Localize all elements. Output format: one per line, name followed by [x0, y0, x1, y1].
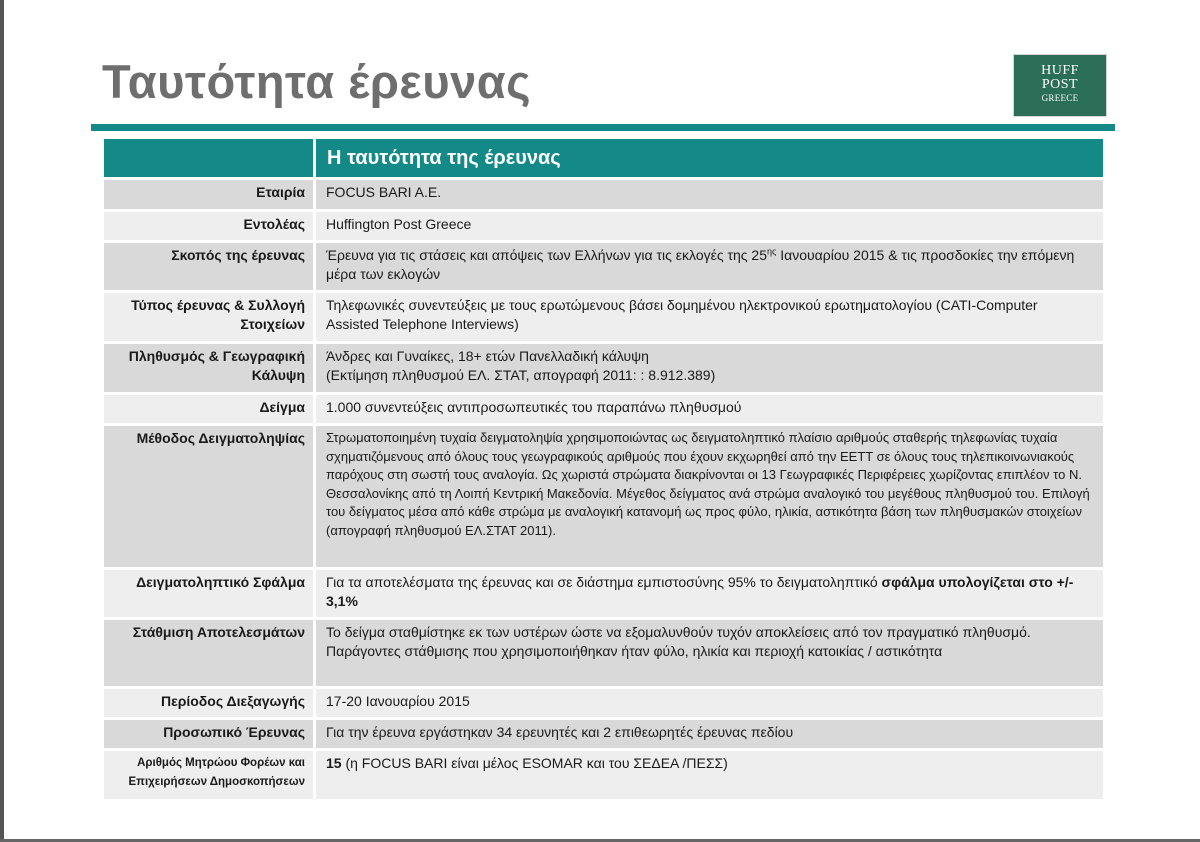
row-value: 17-20 Ιανουαρίου 2015 — [316, 689, 1103, 717]
row-value: Στρωματοποιημένη τυχαία δειγματοληψία χρησιμοποιώντας ως δειγματοληπτικό πλαίσιο αριθμούς σταθερής τηλεφωνίας τυχαία σχηματιζόμενους από όλους τους γεωγραφικούς αριθμούς που έχουν εκχωρηθεί από την ΕΕΤΤ σε όλους τους τηλεπικοινωνιακούς παρόχους στη σωστή τους αναλογία. Ως χωριστά στρώματα διακρίνονται οι 13 Γεωγραφικές Περιφέρειες χωρίζοντας επιπλέον το Ν. Θεσσαλονίκης από τη Λοιπή Κεντρική Μακεδονία. Μέγεθος δείγματος ανά στρώμα αναλογικό του μεγέθους πληθυσμού του. Επιλογή του δείγματος μέσα από κάθε στρώμα με αναλογική κατανομή ως προς φύλο, ηλικία, αστικότητα βάση των πληθυσμακών στοιχείων (απογραφή πληθυσμού ΕΛ.ΣΤΑΤ 2011). — [316, 426, 1103, 567]
table-row-survey-type — [104, 293, 1103, 341]
row-value — [316, 243, 1103, 290]
purpose-text-start: Έρευνα για τις στάσεις και απόψεις των Ελλήνων για τις εκλογές της 25 — [326, 247, 768, 263]
table-row-staff — [104, 720, 1103, 748]
table-row-sample — [104, 395, 1103, 423]
error-text: Για τα αποτελέσματα της έρευνας και σε διάστημα εμπιστοσύνης 95% το δειγματοληπτικό — [326, 574, 882, 590]
table-row-weighting — [104, 620, 1103, 686]
error-value: σφάλμα υπολογίζεται στο +/- 3,1% — [326, 574, 1074, 609]
row-label: Πληθυσμός & Γεωγραφική Κάλυψη — [104, 344, 316, 392]
row-value: Για την έρευνα εργάστηκαν 34 ερευνητές και 2 επιθεωρητές έρευνας πεδίου — [316, 720, 1103, 748]
page-title: Ταυτότητα έρευνας — [102, 55, 532, 108]
purpose-superscript: ης — [767, 246, 777, 257]
table-heading: Η ταυτότητα της έρευνας — [316, 139, 1103, 177]
left-border — [0, 0, 4, 842]
table-row-period — [104, 689, 1103, 717]
table-row-sampling-error — [104, 570, 1103, 617]
header-blank-cell — [104, 139, 316, 177]
table-header-row — [104, 139, 1103, 177]
row-value: 1.000 συνεντεύξεις αντιπροσωπευτικές του παραπάνω πληθυσμού — [316, 395, 1103, 423]
row-value: FOCUS BARI A.E. — [316, 180, 1103, 209]
table-row-sampling-method — [104, 426, 1103, 567]
registry-number: 15 — [326, 755, 342, 771]
row-label: Εταιρία — [104, 180, 316, 209]
row-label: Μέθοδος Δειγματοληψίας — [104, 426, 316, 567]
table-row-registry — [104, 751, 1103, 799]
row-value: Τηλεφωνικές συνεντεύξεις με τους ερωτώμενους βάσει δομημένου ηλεκτρονικού ερωτηματολογίου (CATI-Computer Assisted Telephone Interviews) — [316, 293, 1103, 341]
row-value: Το δείγμα σταθμίστηκε εκ των υστέρων ώστε να εξομαλυνθούν τυχόν αποκλείσεις από τον πραγματικό πληθυσμό. Παράγοντες στάθμισης που χρησιμοποιήθηκαν ήταν φύλο, ηλικία και περιοχή κατοικίας / αστικότητα — [316, 620, 1103, 686]
row-value: Huffington Post Greece — [316, 212, 1103, 240]
logo-line-2: POST — [1041, 77, 1079, 92]
row-label: Δείγμα — [104, 395, 316, 423]
table-row-purpose — [104, 243, 1103, 290]
row-value — [316, 344, 1103, 392]
row-label: Αριθμός Μητρώου Φορέων και Επιχειρήσεων Δημοσκοπήσεων — [104, 751, 316, 799]
row-label: Δειγματοληπτικό Σφάλμα — [104, 570, 316, 617]
row-value — [316, 751, 1103, 799]
row-label: Περίοδος Διεξαγωγής — [104, 689, 316, 717]
population-line-1: Άνδρες και Γυναίκες, 18+ ετών Πανελλαδική κάλυψη — [326, 348, 649, 364]
table-row-population — [104, 344, 1103, 392]
population-line-2: (Εκτίμηση πληθυσμού ΕΛ. ΣΤΑΤ, απογραφή 2011: : 8.912.389) — [326, 367, 716, 383]
table-row-client — [104, 212, 1103, 240]
purpose-text-end: Ιανουαρίου 2015 & τις προσδοκίες την επόμενη μέρα των εκλογών — [326, 247, 1075, 282]
row-label: Σκοπός της έρευνας — [104, 243, 316, 290]
logo-line-1: HUFF — [1041, 63, 1079, 78]
huffpost-greece-logo — [1013, 54, 1107, 117]
row-label: Τύπος έρευνας & Συλλογή Στοιχείων — [104, 293, 316, 341]
row-label: Στάθμιση Αποτελεσμάτων — [104, 620, 316, 686]
row-value — [316, 570, 1103, 617]
row-label: Εντολέας — [104, 212, 316, 240]
logo-line-3: GREECE — [1041, 93, 1079, 103]
survey-identity-table — [104, 136, 1103, 802]
table-row-company — [104, 180, 1103, 209]
registry-text: (η FOCUS BARI είναι μέλος ESOMAR και του ΣΕΔΕΑ /ΠΕΣΣ) — [341, 755, 728, 771]
title-divider — [91, 124, 1115, 131]
row-label: Προσωπικό Έρευνας — [104, 720, 316, 748]
